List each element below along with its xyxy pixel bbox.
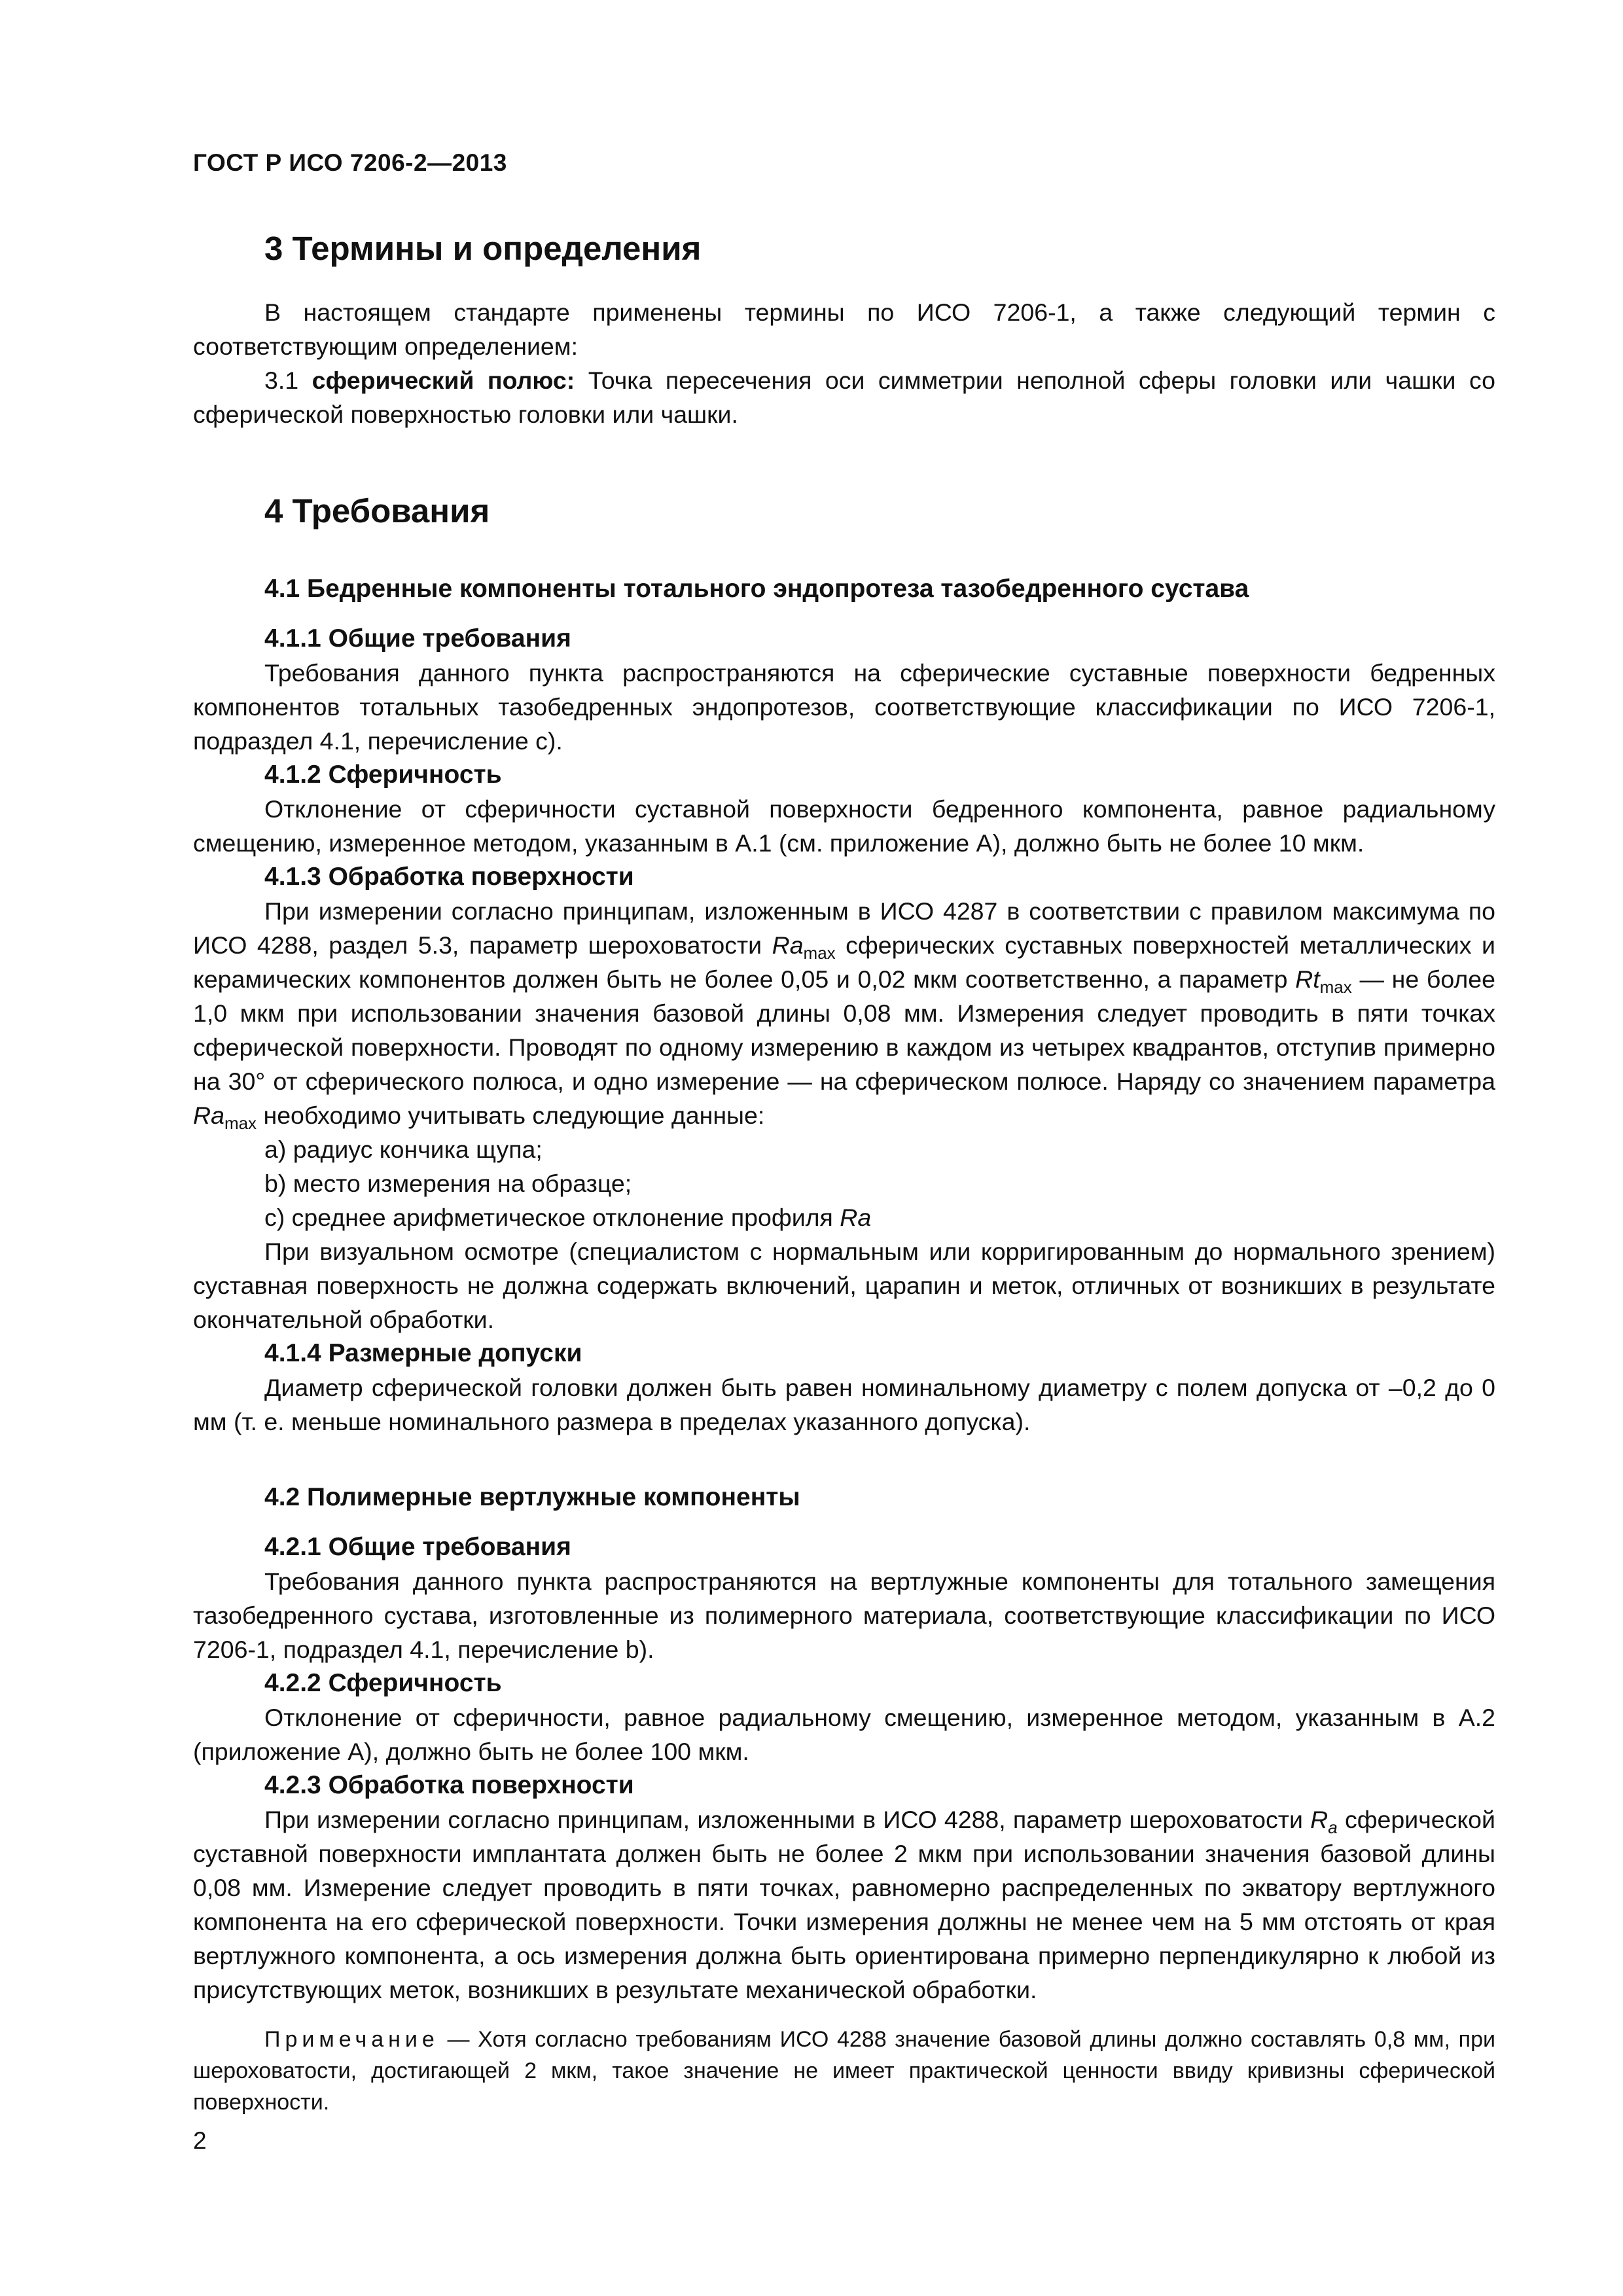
section-4-2-3-title: 4.2.3 Обработка поверхности — [264, 1771, 634, 1799]
section-4-2-title: 4.2 Полимерные вертлужные компоненты — [264, 1483, 800, 1511]
text-run: с) среднее арифметическое отклонение профиля — [264, 1204, 840, 1231]
section-4-2-1-title: 4.2.1 Общие требования — [264, 1533, 571, 1561]
param-ra: Ra — [840, 1204, 872, 1231]
section-4-2-3-text — [193, 1803, 1495, 2007]
param-r: R — [1310, 1806, 1329, 1833]
page-number: 2 — [193, 2127, 207, 2154]
section-4-1-4-title: 4.1.4 Размерные допуски — [264, 1339, 582, 1367]
document-header: ГОСТ Р ИСО 7206-2—2013 — [193, 149, 507, 176]
section-4-1-2-title: 4.1.2 Сферичность — [264, 761, 502, 789]
note — [193, 2024, 1495, 2118]
section-4-2-2-title: 4.2.2 Сферичность — [264, 1669, 502, 1697]
section-4-2-2-text: Отклонение от сферичности, равное радиальному смещению, измеренное методом, указанным в А.2 (приложение А), должно быть не более 100 мкм. — [193, 1704, 1495, 1765]
param-ra: Ra — [193, 1102, 224, 1129]
param-ra: Ra — [772, 931, 804, 959]
term-number: 3.1 — [264, 367, 312, 394]
section-4-1-3-text — [193, 894, 1495, 1132]
text-run: сферической суставной поверхности имплантата должен быть не более 2 мкм при использовании значения базовой длины 0,08 мм. Измерение следует проводить в пяти точках, равномерно распределенных по экватору вертлужного компонента на его сферической поверхности. Точки измерения должны не менее чем на 5 мм отстоять от края вертлужного компонента, а ось измерения должна быть ориентирована примерно перпендикулярно к любой из присутствующих меток, возникших в результате механической обработки. — [193, 1806, 1495, 2003]
subscript-max: max — [224, 1113, 257, 1133]
list-item: а) радиус кончика щупа; — [264, 1136, 543, 1163]
subscript-max: max — [803, 943, 836, 963]
measurement-data-list — [193, 1132, 1495, 1234]
document-page — [193, 149, 1495, 2118]
section-4-1-2-text: Отклонение от сферичности суставной поверхности бедренного компонента, равное радиальному смещению, измеренное методом, указанным в А.1 (см. приложение А), должно быть не более 10 мкм. — [193, 795, 1495, 857]
note-label: Примечание — [264, 2027, 439, 2052]
term-3-1 — [193, 363, 1495, 431]
section-3-title: 3 Термины и определения — [264, 230, 702, 267]
text-run: — не более 1,0 мкм при использовании значения базовой длины 0,08 мм. Измерения следует проводить в пяти точках сферической поверхности. Проводят по одному измерению в каждом из четырех квадрантов, отступив примерно на 30° от сферического полюса, и одно измерение — на сферическом полюсе. Наряду со значением параметра — [193, 965, 1495, 1095]
section-4-1-4-text: Диаметр сферической головки должен быть равен номинальному диаметру с полем допуска от –0,2 до 0 мм (т. е. меньше номинального размера в пределах указанного допуска). — [193, 1374, 1495, 1435]
section-4-1-1-title: 4.1.1 Общие требования — [264, 624, 571, 653]
subscript-max: max — [1319, 977, 1352, 997]
section-4-1-title: 4.1 Бедренные компоненты тотального эндопротеза тазобедренного сустава — [264, 575, 1249, 603]
text-run: сферических суставных поверхностей металлических и керамических компонентов должен быть не более 0,05 и 0,02 мкм соответственно, а параметр — [193, 931, 1495, 993]
text-run: При измерении согласно принципам, изложенным в ИСО 4287 в соответствии с правилом максимума по ИСО 4288, раздел 5.3, параметр шероховатости — [193, 897, 1495, 959]
section-3-intro: В настоящем стандарте применены термины по ИСО 7206-1, а также следующий термин с соответствующим определением: — [193, 298, 1495, 360]
subscript-a: a — [1328, 1818, 1338, 1837]
section-4-1-1-text: Требования данного пункта распространяются на сферические суставные поверхности бедренных компонентов тотальных тазобедренных эндопротезов, соответствующие классификации по ИСО 7206-1, подраздел 4.1, перечисление с). — [193, 659, 1495, 755]
text-run: При измерении согласно принципам, изложенными в ИСО 4288, параметр шероховатости — [264, 1806, 1311, 1833]
term-definition: Точка пересечения оси симметрии неполной сферы головки или чашки со сферической поверхностью головки или чашки. — [193, 367, 1495, 428]
list-item: b) место измерения на образце; — [264, 1170, 632, 1197]
text-run: необходимо учитывать следующие данные: — [257, 1102, 765, 1129]
term-name: сферический полюс: — [312, 367, 575, 394]
section-4-2-1-text: Требования данного пункта распространяются на вертлужные компоненты для тотального замещения тазобедренного сустава, изготовленные из полимерного материала, соответствующие классификации по ИСО 7206-1, подраздел 4.1, перечисление b). — [193, 1568, 1495, 1663]
section-4-1-3-title: 4.1.3 Обработка поверхности — [264, 863, 634, 891]
list-item — [193, 1200, 1495, 1234]
param-rt: Rt — [1295, 965, 1320, 993]
note-text: — Хотя согласно требованиям ИСО 4288 значение базовой длины должно составлять 0,8 мм, при шероховатости, достигающей 2 мкм, такое значение не имеет практической ценности ввиду кривизны сферической поверхности. — [193, 2027, 1495, 2115]
section-4-title: 4 Требования — [264, 492, 490, 529]
section-4-1-3-visual: При визуальном осмотре (специалистом с нормальным или корригированным до нормального зрением) суставная поверхность не должна содержать включений, царапин и меток, отличных от возникших в результате окончательной обработки. — [193, 1238, 1495, 1333]
